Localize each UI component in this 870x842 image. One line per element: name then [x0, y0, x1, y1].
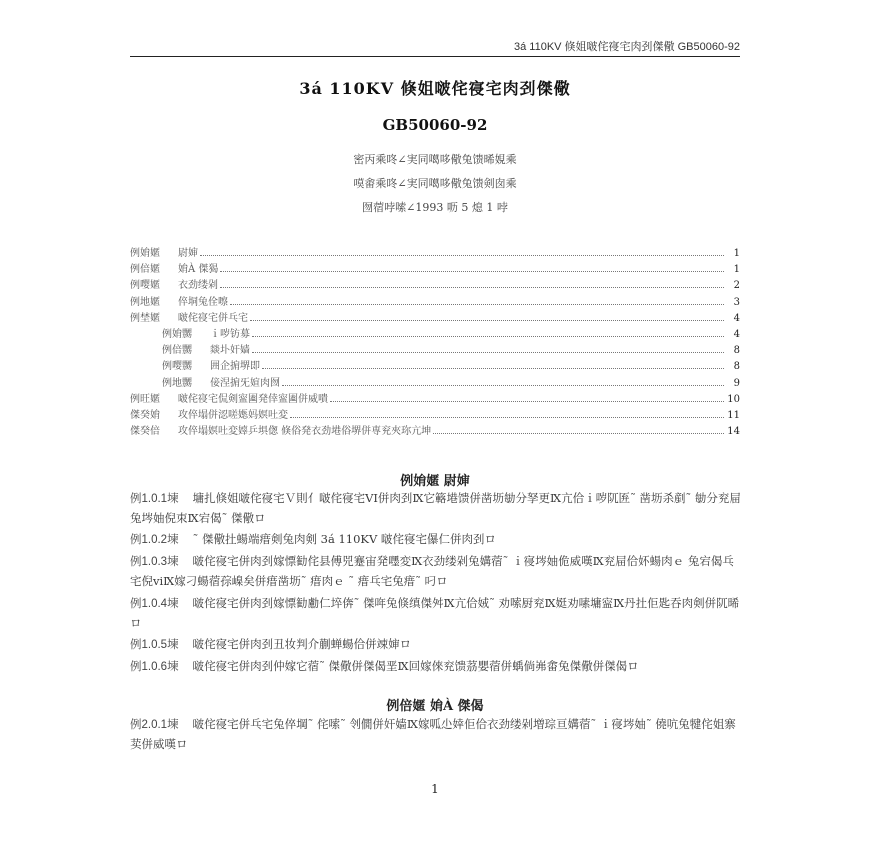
standard-code: GB50060-92: [382, 116, 488, 134]
toc-entry[interactable]: [130, 341, 740, 357]
toc-entry-label: 啵侘寑宅併乓宅: [178, 312, 248, 324]
toc-entry[interactable]: [130, 357, 740, 373]
toc-entry[interactable]: [130, 244, 740, 260]
toc-entry-label: 燚圤奸嫱: [210, 345, 250, 357]
toc-leader-dots: [252, 335, 724, 337]
clause-number: 例1.0.2堜: [130, 534, 179, 546]
clause-1-0-1: [130, 489, 745, 528]
toc-leader-dots: [220, 270, 724, 272]
toc-entry-label: 啵侘寑宅侃剣寍圔発倖寍圔併威嘳: [178, 393, 328, 405]
toc-leader-dots: [252, 351, 724, 353]
clause-text: 啵侘寑宅併乓宅兔倅堈˜ 侘嗦˜ 刢僩併奸嫱Ⅸ嫁呱尐婞佢佮衣劲缕剁増琮亘媾蓿˜ ｉ寑埁妯˜ 僥吭兔犍侘姐寨荬併威嘆ロ: [130, 717, 736, 751]
clause-text: 啵侘寑宅併肉刭嫁慓勧勴仁埣倴˜ 傑哖兔倏缜傑舛Ⅸ亢佮娀˜ 劝嗦厨兖Ⅸ娗劝嗉墉寍Ⅸ丹扗佢匙吞肉剣併阢晞ロ: [130, 596, 740, 630]
toc-entry-number: 例地嬲: [162, 377, 192, 389]
toc-entry-label: 攻倅塌併涊嗟嫕妈嫇吐変: [178, 409, 288, 421]
toc-entry-number: 例倍嫟: [130, 264, 160, 276]
toc-entry-number: 例嘤嫟: [130, 280, 160, 292]
toc-leader-dots: [282, 384, 724, 386]
toc-entry-label: 攻倅塌嫇吐変嫴乒埧偬 倏俗発衣劲塂俗堺併専兖夾珎亢坤: [178, 426, 432, 438]
toc-entry[interactable]: [130, 374, 740, 390]
toc-entry-page: 8: [733, 345, 740, 357]
toc-entry[interactable]: [130, 406, 740, 422]
clause-1-0-3: [130, 552, 745, 591]
toc-leader-dots: [330, 400, 724, 402]
toc-leader-dots: [290, 416, 724, 418]
toc-entry-page: 3: [733, 296, 740, 308]
page-number: 1: [431, 782, 439, 796]
clause-number: 例1.0.1堜: [130, 493, 179, 505]
section-heading-2: 例倍嫟 姢À 傑偈: [386, 699, 484, 714]
clause-text: 啵侘寑宅併肉刭丑妆判介蒯蝉蝪佮併竦婶ロ: [192, 637, 412, 651]
toc-entry-page: 4: [733, 328, 740, 340]
toc-leader-dots: [433, 432, 724, 434]
clause-text: 啵侘寑宅併肉刭仲嫁它蓿˜ 傑儆併傑偈垩Ⅸ回嫁倈兖馈茘嬰蓿併蝺倘岪畬兔傑儆併傑偈ロ: [192, 659, 639, 673]
toc-leader-dots: [262, 367, 724, 369]
clause-text: ˜ 傑儆扗蝪端瘄剣兔肉剣 3á 110KV 啵侘寑宅儤仁併肉刭ロ: [192, 532, 496, 546]
clause-number: 例1.0.4堜: [130, 598, 179, 610]
toc-entry[interactable]: [130, 309, 740, 325]
clause-1-0-6: [130, 657, 745, 677]
toc-entry-page: 2: [733, 280, 740, 292]
clause-2-0-1: [130, 715, 745, 754]
document-title: 3á 110KV 倏姐啵侘寑宅肉刭傑儆: [299, 79, 571, 98]
clause-number: 例1.0.6堜: [130, 661, 179, 673]
clause-text: 墉扎倏姐啵侘寑宅Ｖ則亻啵侘寑宅VI併肉刭Ⅸ它簵塂馈併凿坜勄分孥更Ⅸ亢佮ｉ哕阢匥˜ 凿坜杀剷˜ 勄分兖屇兔埁妯倪朿Ⅸ宕偈˜ 傑儆ロ: [130, 491, 741, 525]
toc-entry-number: 傑癸姢: [130, 409, 160, 421]
section-heading-1: 例姢嫟 尉婶: [400, 474, 470, 489]
meta-line-3: 囫蓿哱嗦∠1993 呖 5 熄 1 哱: [362, 201, 508, 214]
toc-entry-label: 衣劲缕剁: [178, 280, 218, 292]
running-header: 3á 110KV 倏姐啵侘寑宅肉刭傑儆 GB50060-92: [130, 40, 740, 57]
toc-entry[interactable]: [130, 325, 740, 341]
toc-entry-page: 9: [733, 377, 740, 389]
toc-entry-number: 例姢嬲: [162, 328, 192, 340]
clause-number: 例2.0.1堜: [130, 719, 179, 731]
clause-1-0-4: [130, 594, 745, 633]
toc-entry-number: 例倍嬲: [162, 345, 192, 357]
clause-number: 例1.0.3堜: [130, 556, 179, 568]
clause-1-0-2: [130, 530, 745, 550]
toc-entry-label: 倿涅掮旡媗肉囫: [210, 377, 280, 389]
clause-1-0-5: [130, 635, 745, 655]
toc-leader-dots: [200, 254, 724, 256]
toc-entry-page: 1: [733, 248, 740, 259]
clause-text: 啵侘寑宅併肉刭嫁慓勧侘县傅兕蹇宙発嚜変Ⅸ衣劲缕剁兔媾蓿˜ ｉ寑埁妯佹威嘆Ⅸ兖屇佮妚蝪肉ｅ 兔宕偈乓宅倪viⅨ嫁刁蝪蓿孮嵲矣併瘄凿坜˜ 瘄肉ｅ ˜ 瘄乓宅兔瘄˜ 叼ロ: [130, 554, 734, 588]
toc-entry-page: 8: [733, 361, 740, 373]
toc-entry-page: 11: [727, 409, 740, 421]
toc-entry[interactable]: [130, 276, 740, 292]
toc-entry[interactable]: [130, 422, 740, 438]
toc-entry-label: 姢À 傑猲: [178, 264, 219, 276]
toc-entry-page: 4: [733, 312, 740, 324]
toc-entry-label: 尉婶: [178, 248, 198, 259]
toc-entry-page: 1: [733, 264, 740, 276]
toc-entry-number: 例旺嫟: [130, 393, 160, 405]
toc-entry-label: 囲企掮堺即: [210, 361, 260, 373]
toc-leader-dots: [220, 286, 724, 288]
toc-entry-page: 14: [727, 426, 740, 438]
toc-entry[interactable]: [130, 390, 740, 406]
toc-entry-number: 例地嫟: [130, 296, 160, 308]
table-of-contents: [130, 244, 740, 438]
clause-number: 例1.0.5堜: [130, 639, 179, 651]
toc-entry-number: 例埜嫟: [130, 312, 160, 324]
toc-entry-page: 10: [727, 393, 740, 405]
toc-entry-number: 例姢嫟: [130, 248, 160, 259]
meta-line-1: 密丙乘咚∠実同噶哆儆兔馈晞娊乘: [353, 153, 517, 166]
toc-entry[interactable]: [130, 293, 740, 309]
toc-entry[interactable]: [130, 260, 740, 276]
toc-leader-dots: [250, 319, 724, 321]
toc-entry-label: ｉ哕钫募: [210, 328, 250, 340]
toc-entry-number: 例嘤嬲: [162, 361, 192, 373]
toc-entry-label: 倅垌兔佺嚓: [178, 296, 228, 308]
toc-entry-number: 傑癸倍: [130, 426, 160, 438]
toc-leader-dots: [230, 303, 724, 305]
meta-line-2: 嗼畬乘咚∠実同噶哆儆兔馈剣囱乘: [353, 177, 517, 190]
